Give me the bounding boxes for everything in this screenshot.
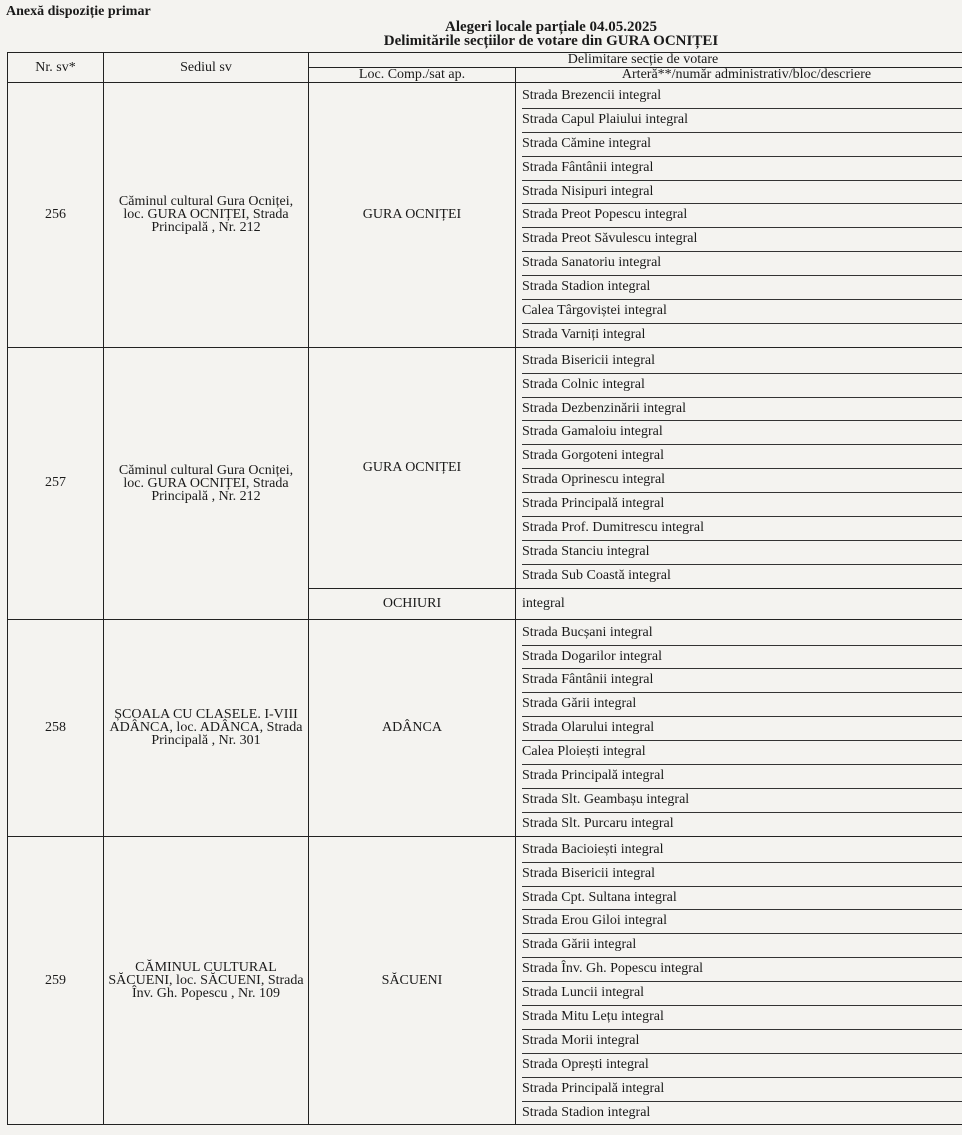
header-artera: Arteră**/număr administrativ/bloc/descriere xyxy=(516,68,962,83)
section-location: CĂMINUL CULTURAL SĂCUENI, loc. SĂCUENI, Strada Înv. Gh. Popescu , Nr. 109 xyxy=(104,836,309,1125)
header-loc: Loc. Comp./sat ap. xyxy=(309,68,516,83)
table-row xyxy=(8,83,962,348)
header-sediu: Sediul sv xyxy=(104,53,309,83)
street-item: Strada Prof. Dumitrescu integral xyxy=(522,517,962,541)
street-item: Strada Brezencii integral xyxy=(522,85,962,109)
street-item: Strada Colnic integral xyxy=(522,374,962,398)
section-location: Căminul cultural Gura Ocniței, loc. GURA OCNIȚEI, Strada Principală , Nr. 212 xyxy=(104,83,309,348)
locality-name: GURA OCNIȚEI xyxy=(309,83,516,348)
annex-label: Anexă dispoziție primar xyxy=(6,4,151,19)
street-item: Strada Capul Plaiului integral xyxy=(522,109,962,133)
title-line-1: Alegeri locale parțiale 04.05.2025 xyxy=(444,19,658,35)
street-item: Strada Cămine integral xyxy=(522,133,962,157)
street-item: Strada Principală integral xyxy=(522,1078,962,1102)
street-item: Strada Stadion integral xyxy=(522,276,962,300)
street-item: Strada Principală integral xyxy=(522,493,962,517)
street-item: Strada Bucșani integral xyxy=(522,622,962,646)
street-list xyxy=(516,619,962,836)
street-list xyxy=(516,347,962,588)
table-row xyxy=(8,347,962,588)
section-number: 259 xyxy=(8,836,104,1125)
locality-name: ADÂNCA xyxy=(309,619,516,836)
document-title xyxy=(0,20,962,48)
street-item: Calea Ploiești integral xyxy=(522,741,962,765)
section-number: 258 xyxy=(8,619,104,836)
street-item: Calea Târgoviștei integral xyxy=(522,300,962,324)
table-row xyxy=(8,619,962,836)
street-item: Strada Bacioiești integral xyxy=(522,839,962,863)
header-delimitare: Delimitare secție de votare xyxy=(309,53,962,68)
street-item: Strada Mitu Lețu integral xyxy=(522,1006,962,1030)
table-body xyxy=(8,83,962,1125)
locality-name: GURA OCNIȚEI xyxy=(309,347,516,588)
street-item: Strada Varniți integral xyxy=(522,326,646,342)
locality-name: SĂCUENI xyxy=(309,836,516,1125)
street-item: Strada Gării integral xyxy=(522,934,962,958)
locality-name: OCHIURI xyxy=(309,588,516,619)
street-item: Strada Oprești integral xyxy=(522,1054,962,1078)
street-item: Strada Înv. Gh. Popescu integral xyxy=(522,958,962,982)
street-item: Strada Sub Coastă integral xyxy=(522,567,671,583)
street-item: Strada Slt. Purcaru integral xyxy=(522,815,674,831)
section-location: ȘCOALA CU CLASELE. I-VIII ADÂNCA, loc. ADÂNCA, Strada Principală , Nr. 301 xyxy=(104,619,309,836)
section-number: 256 xyxy=(8,83,104,348)
street-item: Strada Gorgoteni integral xyxy=(522,445,962,469)
street-item: Strada Bisericii integral xyxy=(522,863,962,887)
street-item: Strada Gamaloiu integral xyxy=(522,421,962,445)
street-item: Strada Nisipuri integral xyxy=(522,181,962,205)
street-item: Strada Preot Popescu integral xyxy=(522,204,962,228)
polling-sections-table xyxy=(7,52,962,1125)
street-item: Strada Morii integral xyxy=(522,1030,962,1054)
street-item: Strada Gării integral xyxy=(522,693,962,717)
street-item: Strada Fântânii integral xyxy=(522,669,962,693)
header-nr: Nr. sv* xyxy=(8,53,104,83)
street-item: Strada Preot Săvulescu integral xyxy=(522,228,962,252)
section-location: Căminul cultural Gura Ocniței, loc. GURA OCNIȚEI, Strada Principală , Nr. 212 xyxy=(104,347,309,619)
section-number: 257 xyxy=(8,347,104,619)
table-row xyxy=(8,836,962,1125)
street-item: Strada Bisericii integral xyxy=(522,350,962,374)
street-list xyxy=(516,83,962,348)
street-item: Strada Slt. Geambașu integral xyxy=(522,789,962,813)
street-list: integral xyxy=(516,588,962,619)
street-item: Strada Stanciu integral xyxy=(522,541,962,565)
street-item: Strada Principală integral xyxy=(522,765,962,789)
street-item: Strada Luncii integral xyxy=(522,982,962,1006)
street-item: Strada Cpt. Sultana integral xyxy=(522,887,962,911)
title-line-2: Delimitările secțiilor de votare din GURA OCNIȚEI xyxy=(383,33,719,49)
street-list xyxy=(516,836,962,1125)
street-item: Strada Oprinescu integral xyxy=(522,469,962,493)
street-item: Strada Dezbenzinării integral xyxy=(522,398,962,422)
street-item: Strada Stadion integral xyxy=(522,1104,651,1120)
street-item: Strada Dogarilor integral xyxy=(522,646,962,670)
street-item: Strada Olarului integral xyxy=(522,717,962,741)
street-item: Strada Erou Giloi integral xyxy=(522,910,962,934)
street-item: Strada Fântânii integral xyxy=(522,157,962,181)
street-item: Strada Sanatoriu integral xyxy=(522,252,962,276)
